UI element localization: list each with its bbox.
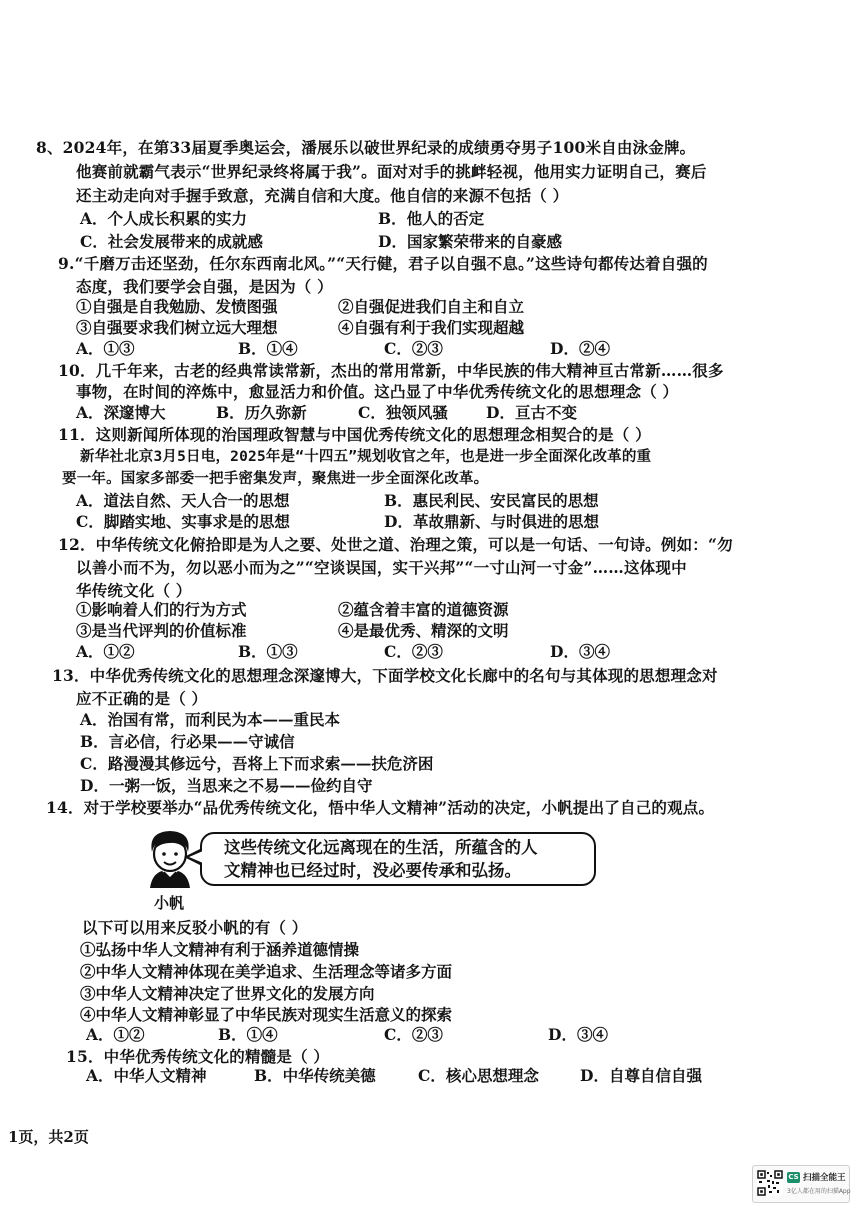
q9-option-c: C．②③ xyxy=(384,339,443,358)
q9-item-3: ③自强要求我们树立远大理想 xyxy=(76,318,278,337)
q15-option-a: A．中华人文精神 xyxy=(86,1066,207,1085)
q12-option-c: C．②③ xyxy=(384,642,443,661)
q10-option-c: C．独领风骚 xyxy=(358,403,448,422)
person-name-label: 小帆 xyxy=(154,894,185,912)
q10-option-d: D．亘古不变 xyxy=(486,403,577,422)
scanner-app-tagline: 3亿人都在用的扫描App xyxy=(787,1188,851,1195)
q14-item-3: ③中华人文精神决定了世界文化的发展方向 xyxy=(80,984,375,1003)
q14-stem: 14．对于学校要举办“品优秀传统文化，悟中华人文精神”活动的决定，小帆提出了自己的观点。 xyxy=(46,798,715,817)
q15-option-d: D．自尊自信自强 xyxy=(580,1066,702,1085)
q12-item-3: ③是当代评判的价值标准 xyxy=(76,621,247,640)
q14-item-1: ①弘扬中华人文精神有利于涵养道德情操 xyxy=(80,940,360,959)
q14-item-4: ④中华人文精神彰显了中华民族对现实生活意义的探索 xyxy=(80,1005,453,1024)
q10-option-b: B．历久弥新 xyxy=(216,403,307,422)
q12-item-4: ④是最优秀、精深的文明 xyxy=(338,621,509,640)
q8-stem-line3: 还主动走向对手握手致意，充满自信和大度。他自信的来源不包括（ ） xyxy=(76,186,569,205)
q8-option-d: D．国家繁荣带来的自豪感 xyxy=(378,232,562,251)
q12-stem-line3: 华传统文化（ ） xyxy=(76,581,192,600)
q11-option-b: B．惠民利民、安民富民的思想 xyxy=(384,491,599,510)
q8-stem-line1: 8、2024年，在第33届夏季奥运会，潘展乐以破世界纪录的成绩勇夺男子100米自由泳金牌。 xyxy=(36,138,696,157)
q14-option-d: D．③④ xyxy=(548,1025,608,1044)
speech-bubble xyxy=(200,832,596,886)
q9-stem-line1: 9.“千磨万击还坚劲，任尔东西南北风。”“天行健，君子以自强不息。”这些诗句都传达着自强的 xyxy=(58,254,708,273)
q9-item-1: ①自强是自我勉励、发愤图强 xyxy=(76,297,278,316)
q9-option-d: D．②④ xyxy=(550,339,610,358)
q8-stem-line2: 他赛前就霸气表示“世界纪录终将属于我”。面对对手的挑衅轻视，他用实力证明自己，赛后 xyxy=(76,162,707,181)
q13-stem-line1: 13．中华优秀传统文化的思想理念深邃博大，下面学校文化长廊中的名句与其体现的思想理念对 xyxy=(52,666,718,685)
q11-news-line2: 要一年。国家多部委一把手密集发声，聚焦进一步全面深化改革。 xyxy=(62,471,489,487)
q8-option-c: C．社会发展带来的成就感 xyxy=(80,232,263,251)
q14-question: 以下可以用来反驳小帆的有（ ） xyxy=(82,918,308,937)
q13-option-c: C．路漫漫其修远兮，吾将上下而求索——扶危济困 xyxy=(80,754,434,773)
q12-option-d: D．③④ xyxy=(550,642,610,661)
q11-stem: 11．这则新闻所体现的治国理政智慧与中国优秀传统文化的思想理念相契合的是（ ） xyxy=(58,425,651,444)
q8-option-a: A．个人成长积累的实力 xyxy=(80,209,248,228)
q15-option-b: B．中华传统美德 xyxy=(254,1066,376,1085)
q14-option-c: C．②③ xyxy=(384,1025,443,1044)
q11-option-a: A．道法自然、天人合一的思想 xyxy=(76,491,290,510)
q11-option-c: C．脚踏实地、实事求是的思想 xyxy=(76,512,290,531)
q13-stem-line2: 应不正确的是（ ） xyxy=(76,689,208,708)
camscanner-logo-icon: CS xyxy=(788,1173,799,1181)
q10-option-a: A．深邃博大 xyxy=(76,403,166,422)
q9-option-b: B．①④ xyxy=(238,339,298,358)
page-number-footer: 1页，共2页 xyxy=(8,1128,89,1146)
q12-stem-line1: 12．中华传统文化俯拾即是为人之要、处世之道、治理之策，可以是一句话、一句诗。例如：“勿 xyxy=(58,535,733,554)
q14-item-2: ②中华人文精神体现在美学追求、生活理念等诸多方面 xyxy=(80,962,453,981)
q9-item-2: ②自强促进我们自主和自立 xyxy=(338,297,525,316)
q10-stem-line2: 事物，在时间的淬炼中，愈显活力和价值。这凸显了中华优秀传统文化的思想理念（ ） xyxy=(76,382,679,401)
scanner-watermark-badge xyxy=(752,1165,850,1203)
q10-stem-line1: 10．几千年来，古老的经典常读常新，杰出的常用常新，中华民族的伟大精神亘古常新……很多 xyxy=(58,361,724,380)
q12-option-b: B．①③ xyxy=(238,642,298,661)
q15-stem: 15．中华优秀传统文化的精髓是（ ） xyxy=(66,1047,330,1066)
q12-item-2: ②蕴含着丰富的道德资源 xyxy=(338,600,509,619)
scanner-app-name: 扫描全能王 xyxy=(803,1173,846,1183)
q13-option-b: B．言必信，行必果——守诚信 xyxy=(80,732,295,751)
q12-item-1: ①影响着人们的行为方式 xyxy=(76,600,247,619)
q8-option-b: B．他人的否定 xyxy=(378,209,485,228)
q9-option-a: A．①③ xyxy=(76,339,135,358)
speech-bubble-text xyxy=(224,836,538,882)
q9-stem-line2: 态度，我们要学会自强，是因为（ ） xyxy=(76,277,333,296)
q13-option-d: D．一粥一饭，当思来之不易——俭约自守 xyxy=(80,776,373,795)
q15-option-c: C．核心思想理念 xyxy=(418,1066,539,1085)
q12-option-a: A．①② xyxy=(76,642,135,661)
q9-item-4: ④自强有利于我们实现超越 xyxy=(338,318,525,337)
q11-news-line1: 新华社北京3月5日电，2025年是“十四五”规划收官之年，也是进一步全面深化改革的重 xyxy=(80,449,652,465)
speech-line-1: 这些传统文化远离现在的生活，所蕴含的人 xyxy=(224,838,538,857)
qr-code-icon xyxy=(757,1170,783,1196)
q13-option-a: A．治国有常，而利民为本——重民本 xyxy=(80,710,341,729)
q14-option-b: B．①④ xyxy=(218,1025,278,1044)
q12-stem-line2: 以善小而不为，勿以恶小而为之”“空谈误国，实干兴邦”“一寸山河一寸金”……这体现中 xyxy=(76,558,687,577)
q11-option-d: D．革故鼎新、与时俱进的思想 xyxy=(384,512,599,531)
speech-line-2: 文精神也已经过时，没必要传承和弘扬。 xyxy=(224,861,521,880)
q14-option-a: A．①② xyxy=(86,1025,145,1044)
